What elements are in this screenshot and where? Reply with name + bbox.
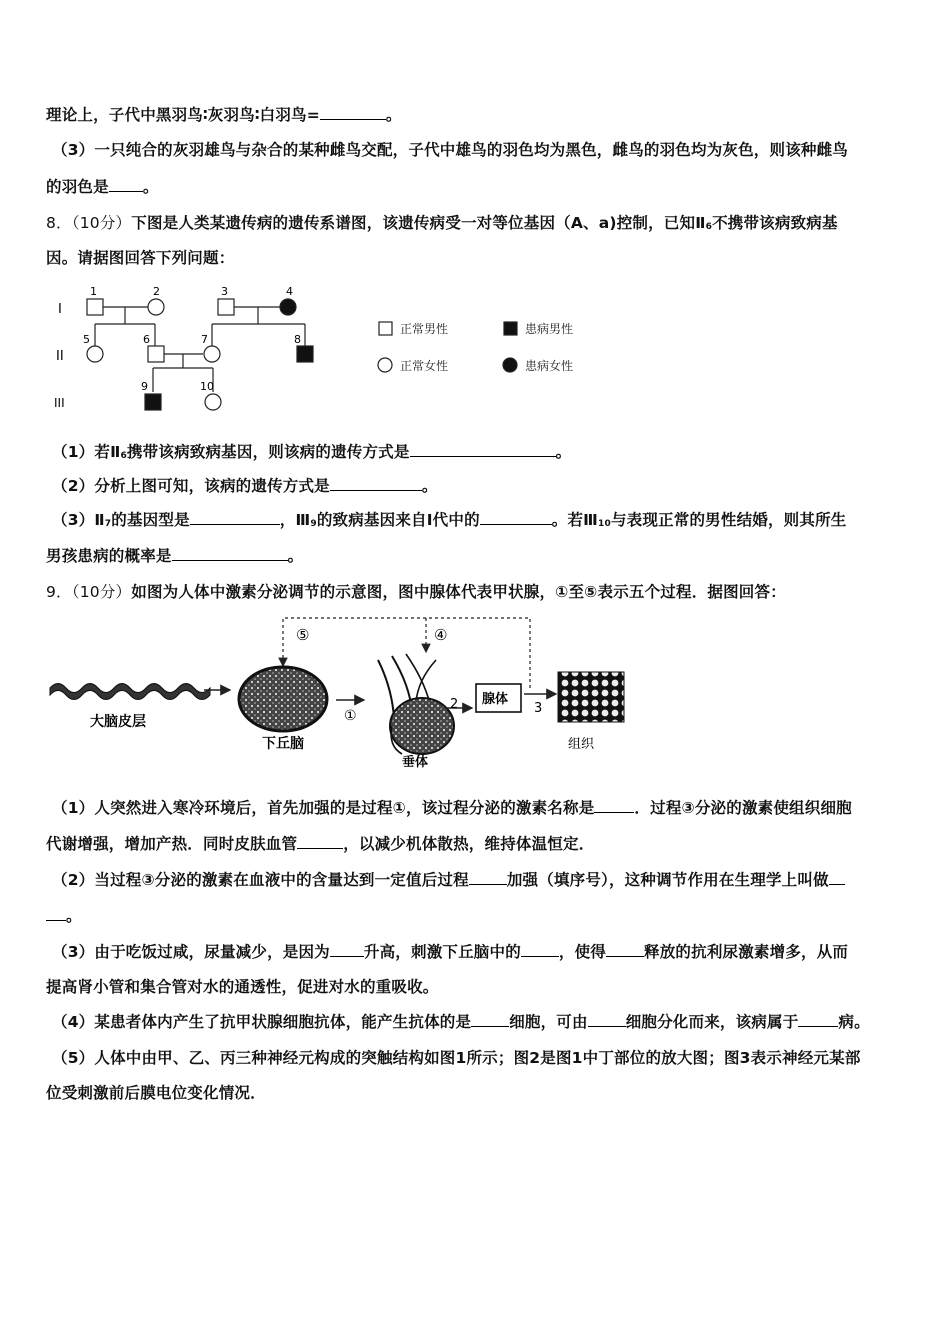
- answer-blank[interactable]: [109, 190, 143, 192]
- legend-normal-female-symbol: [378, 358, 392, 372]
- id-label: 2: [153, 285, 160, 298]
- tissue-shape: [558, 672, 624, 722]
- answer-blank[interactable]: [606, 955, 644, 957]
- legend-normal-female-label: 正常女性: [400, 359, 449, 373]
- id-label: 3: [221, 285, 228, 298]
- process-2-label: 2: [450, 697, 459, 712]
- answer-blank[interactable]: [471, 1025, 509, 1027]
- q8-part2: （2）分析上图可知，该病的遗传方式是 。: [52, 477, 438, 495]
- individual-3-normal-male: [218, 299, 234, 315]
- process-1-label: ①: [344, 708, 357, 724]
- id-label: 4: [286, 285, 293, 298]
- pituitary-shape: [378, 654, 454, 754]
- individual-6-normal-male: [148, 346, 164, 362]
- answer-blank[interactable]: [798, 1025, 838, 1027]
- answer-blank[interactable]: [46, 919, 66, 921]
- question-9-stem: 9．（10分）如图为人体中激素分泌调节的示意图，图中腺体代表甲状腺，①至⑤表示五个过程．据图回答：: [46, 583, 786, 601]
- hormone-regulation-diagram: [40, 608, 640, 770]
- q9-part5: （5）人体中由甲、乙、丙三种神经元构成的突触结构如图1所示；图2是图1中丁部位的放大图；图3表示神经元某部: [52, 1049, 861, 1067]
- q9-part3: （3）由于吃饭过咸，尿量减少，是因为 升高，刺激下丘脑中的 ，使得 释放的抗利尿激素增多，从而: [52, 943, 849, 961]
- process-4-label: ④: [434, 626, 448, 644]
- answer-blank[interactable]: [190, 523, 280, 525]
- id-label: 7: [201, 333, 208, 346]
- q8-part3: $(3)Ⅱ_7$的基因型是 ，$Ⅲ_9$的致病基因来自Ⅰ代中的 。若$Ⅲ_{10}$与表现正常的男性结婚，则其所生: [52, 511, 847, 529]
- answer-blank[interactable]: [594, 811, 634, 813]
- answer-blank[interactable]: [469, 883, 507, 885]
- legend-normal-male-symbol: [379, 322, 392, 335]
- q9-part4: （4）某患者体内产生了抗甲状腺细胞抗体，能产生抗体的是 细胞，可由 细胞分化而来，该病属于 病。: [52, 1013, 870, 1031]
- hypothalamus-label: 下丘脑: [262, 736, 304, 752]
- text-line-1: 理论上，子代中黑羽鸟∶灰羽鸟∶白羽鸟= 。: [46, 106, 402, 124]
- id-label: 8: [294, 333, 301, 346]
- generation-III-label: III: [54, 396, 65, 410]
- answer-blank[interactable]: [330, 489, 422, 491]
- feedback-path-5: [283, 618, 530, 688]
- q9-part3-cont: 提高肾小管和集合管对水的通透性，促进对水的重吸收。: [46, 978, 439, 996]
- answer-blank[interactable]: [320, 118, 386, 120]
- legend-affected-male-symbol: [504, 322, 517, 335]
- id-label: 6: [143, 333, 150, 346]
- process-5-label: ⑤: [296, 626, 310, 644]
- question-8-stem-cont: 因。请据图回答下列问题：: [46, 249, 235, 267]
- individual-5-normal-female: [87, 346, 103, 362]
- q9-part5-cont: 位受刺激前后膜电位变化情况．: [46, 1084, 266, 1102]
- id-label: 10: [200, 380, 214, 393]
- individual-10-normal-female: [205, 394, 221, 410]
- q8-part3-cont: 男孩患病的概率是 。: [46, 547, 304, 565]
- answer-blank[interactable]: [829, 883, 845, 885]
- answer-blank[interactable]: [480, 523, 552, 525]
- id-label: 5: [83, 333, 90, 346]
- q9-part1: （1）人突然进入寒冷环境后，首先加强的是过程①，该过程分泌的激素名称是 ．过程③分泌的激素使组织细胞: [52, 799, 852, 817]
- individual-8-affected-male: [297, 346, 313, 362]
- legend-affected-male-label: 患病男性: [525, 322, 574, 336]
- q9-part2: （2）当过程③分泌的激素在血液中的含量达到一定值后过程 加强（填序号），这种调节作用在生理学上叫做: [52, 868, 845, 890]
- gland-label: 腺体: [482, 692, 509, 707]
- generation-II-label: II: [56, 349, 64, 364]
- legend-normal-male-label: 正常男性: [400, 322, 449, 336]
- id-label: 1: [90, 285, 97, 298]
- answer-blank[interactable]: [172, 559, 288, 561]
- q9-part2-cont: 。: [46, 904, 82, 926]
- process-3-label: 3: [534, 701, 543, 716]
- tissue-label: 组织: [568, 737, 595, 752]
- individual-1-normal-male: [87, 299, 103, 315]
- answer-blank[interactable]: [588, 1025, 626, 1027]
- individual-2-normal-female: [148, 299, 164, 315]
- pituitary-label: 垂体: [402, 755, 429, 770]
- q8-part1: （1）若$Ⅱ_6$携带该病致病基因，则该病的遗传方式是 。: [52, 443, 572, 461]
- text-line-2: （3）一只纯合的灰羽雄鸟与杂合的某种雌鸟交配，子代中雄鸟的羽色均为黑色，雌鸟的羽色均为灰色，则该种雌鸟: [52, 141, 848, 159]
- question-8-stem: 8．（10分）下图是人类某遗传病的遗传系谱图，该遗传病受一对等位基因（A、a)控制，已知$Ⅱ_6$不携带该病致病基: [46, 214, 838, 232]
- q9-part1-cont: 代谢增强，增加产热．同时皮肤血管 ，以减少机体散热，维持体温恒定．: [46, 835, 595, 853]
- cerebral-cortex-label: 大脑皮层: [90, 714, 146, 730]
- answer-blank[interactable]: [297, 847, 343, 849]
- hypothalamus-shape: [239, 667, 327, 731]
- individual-9-affected-male: [145, 394, 161, 410]
- answer-blank[interactable]: [410, 455, 556, 457]
- cerebral-cortex-shape: [50, 684, 210, 700]
- pedigree-chart: [40, 278, 600, 418]
- individual-4-affected-female: [280, 299, 296, 315]
- individual-7-normal-female: [204, 346, 220, 362]
- generation-I-label: I: [58, 302, 62, 317]
- legend-affected-female-label: 患病女性: [525, 359, 574, 373]
- legend-affected-female-symbol: [503, 358, 517, 372]
- text-line-3: 的羽色是 。: [46, 178, 159, 196]
- answer-blank[interactable]: [521, 955, 559, 957]
- answer-blank[interactable]: [330, 955, 364, 957]
- id-label: 9: [141, 380, 148, 393]
